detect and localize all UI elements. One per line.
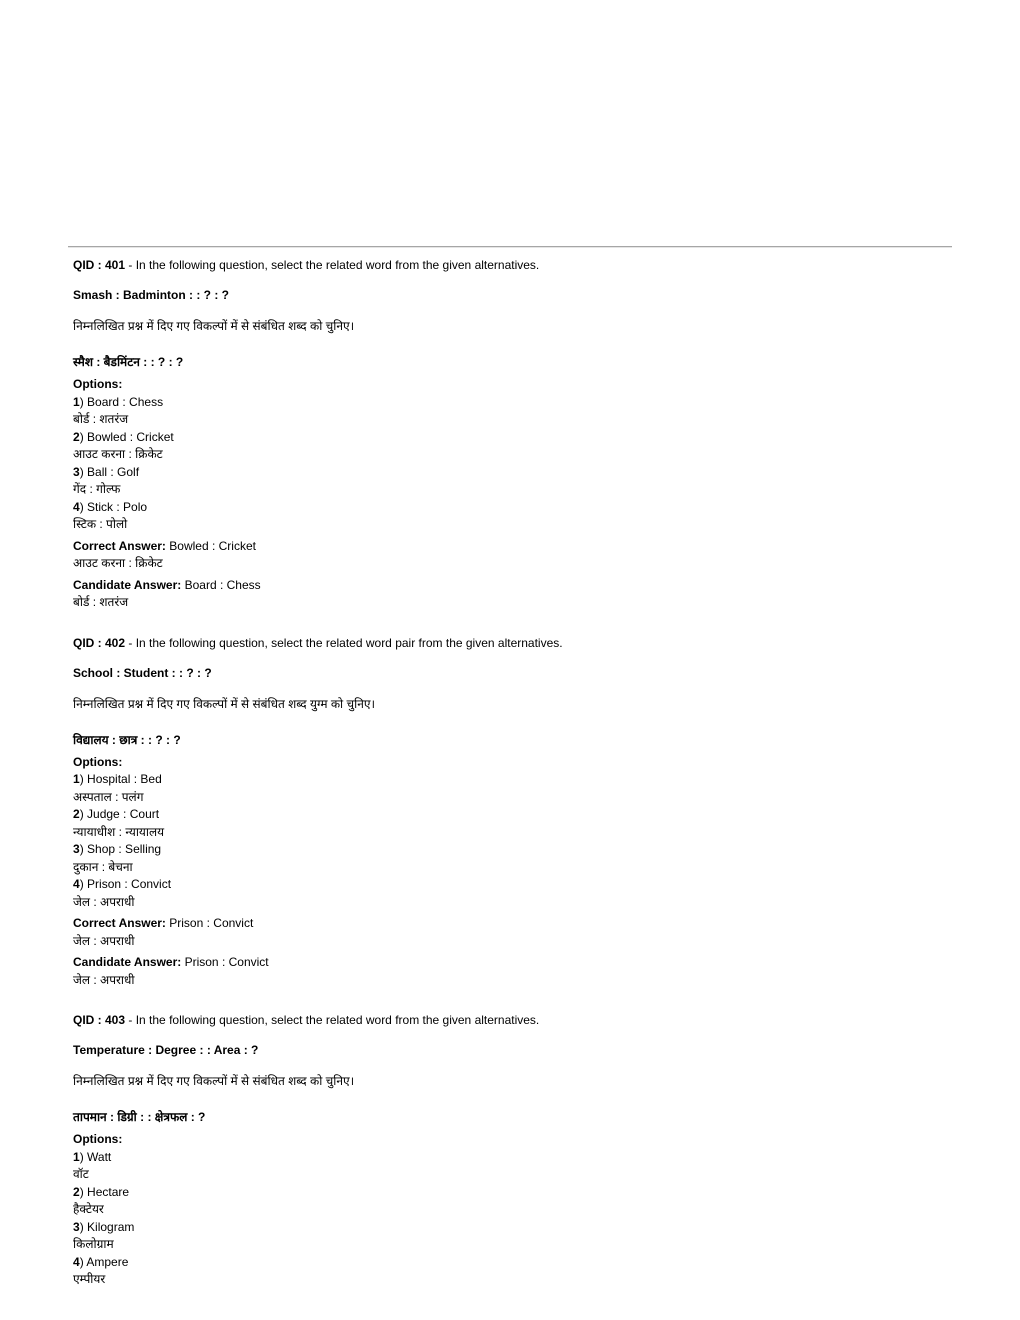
- option-line-hindi: गेंद : गोल्फ: [73, 482, 121, 496]
- correct-answer-block: [73, 915, 952, 950]
- analogy-hindi: विद्यालय : छात्र : : ? : ?: [73, 732, 181, 747]
- option-paren: ): [79, 842, 84, 856]
- option-line-hindi: बोर्ड : शतरंज: [73, 412, 129, 426]
- candidate-answer-value: Prison : Convict: [184, 955, 269, 969]
- correct-answer-label: Correct Answer:: [73, 538, 166, 553]
- instruction-hindi: निम्नलिखित प्रश्न में दिए गए विकल्पों में से संबंधित शब्द को चुनिए।: [73, 319, 355, 333]
- correct-answer-block: [73, 538, 952, 573]
- candidate-answer-label: Candidate Answer:: [73, 577, 182, 592]
- option-number: 3: [73, 1219, 80, 1234]
- option-line-english: [73, 841, 952, 859]
- option-paren: ): [79, 772, 84, 786]
- option-number: 3: [73, 842, 80, 856]
- option-number: 4: [73, 877, 80, 891]
- option-number: 1: [73, 394, 80, 409]
- correct-answer-hindi: जेल : अपराधी: [73, 933, 135, 948]
- option-paren: ): [79, 429, 84, 444]
- candidate-answer-line: [73, 577, 952, 595]
- horizontal-rule: [68, 246, 952, 247]
- option-line-hindi: आउट करना : क्रिकेट: [73, 447, 163, 461]
- question-prompt: - In the following question, select the related word from the given alternatives.: [128, 1013, 540, 1027]
- qid-label: QID : 401: [73, 258, 126, 272]
- candidate-answer-hindi: बोर्ड : शतरंज: [73, 595, 129, 609]
- option-line-english: [73, 1184, 952, 1202]
- questions-container: [73, 258, 952, 1289]
- option-text-english: Watt: [87, 1149, 112, 1164]
- option-number: 3: [73, 464, 80, 479]
- option-text-english: Board : Chess: [87, 394, 164, 409]
- option-paren: ): [79, 877, 84, 891]
- option-text-english: Kilogram: [87, 1219, 135, 1234]
- instruction-hindi: निम्नलिखित प्रश्न में दिए गए विकल्पों में से संबंधित शब्द को चुनिए।: [73, 1074, 355, 1088]
- candidate-answer-block: [73, 577, 952, 612]
- options-label: Options:: [73, 754, 123, 769]
- qid-label: QID : 403: [73, 1013, 126, 1027]
- option-paren: ): [79, 1184, 84, 1199]
- option-line-hindi: दुकान : बेचना: [73, 859, 133, 874]
- option-line-hindi: स्टिक : पोलो: [73, 517, 128, 531]
- option-line-hindi: अस्पताल : पलंग: [73, 789, 144, 804]
- option-line-english: [73, 806, 952, 824]
- option-text-english: Stick : Polo: [87, 499, 148, 514]
- correct-answer-value: Prison : Convict: [169, 916, 254, 930]
- option-line-english: [73, 1149, 952, 1167]
- question-prompt: - In the following question, select the related word pair from the given alternatives.: [128, 635, 563, 650]
- options-label: Options:: [73, 1132, 123, 1146]
- option-line-english: [73, 771, 952, 789]
- analogy-english: Smash : Badminton : : ? : ?: [73, 288, 229, 302]
- option-line-hindi: एम्पीयर: [73, 1272, 106, 1286]
- option-line-english: [73, 876, 952, 894]
- options-block: [73, 1131, 952, 1289]
- option-line-hindi: किलोग्राम: [73, 1237, 114, 1251]
- correct-answer-hindi: आउट करना : क्रिकेट: [73, 556, 163, 570]
- option-paren: ): [79, 464, 84, 479]
- correct-answer-line: [73, 538, 952, 556]
- option-line-english: [73, 1219, 952, 1237]
- question-block-403: [73, 1013, 952, 1289]
- candidate-answer-label: Candidate Answer:: [73, 955, 182, 969]
- option-line-english: [73, 429, 952, 447]
- question-header: [73, 1013, 952, 1028]
- option-number: 2: [73, 807, 80, 821]
- analogy-hindi: तापमान : डिग्री : : क्षेत्रफल : ?: [73, 1110, 206, 1124]
- option-text-english: Shop : Selling: [87, 842, 162, 856]
- option-number: 2: [73, 1184, 80, 1199]
- option-text-english: Hectare: [87, 1184, 130, 1199]
- candidate-answer-value: Board : Chess: [184, 577, 261, 592]
- option-line-hindi: वॉट: [73, 1167, 89, 1181]
- option-line-hindi: न्यायाधीश : न्यायालय: [73, 824, 165, 839]
- option-text-english: Judge : Court: [87, 807, 160, 821]
- option-text-english: Prison : Convict: [87, 877, 172, 891]
- candidate-answer-line: [73, 954, 952, 972]
- options-block: [73, 754, 952, 912]
- option-text-english: Ball : Golf: [87, 464, 140, 479]
- option-line-english: [73, 394, 952, 412]
- blank-top-margin: [0, 0, 1020, 246]
- option-paren: ): [79, 1254, 84, 1269]
- correct-answer-line: [73, 915, 952, 933]
- option-text-english: Hospital : Bed: [87, 772, 162, 786]
- option-text-english: Bowled : Cricket: [87, 429, 174, 444]
- option-line-hindi: जेल : अपराधी: [73, 894, 135, 909]
- analogy-hindi: स्मैश : बैडमिंटन : : ? : ?: [73, 355, 184, 369]
- option-paren: ): [79, 1149, 84, 1164]
- option-paren: ): [79, 394, 84, 409]
- option-number: 1: [73, 1149, 80, 1164]
- option-line-english: [73, 1254, 952, 1272]
- qid-label: QID : 402: [73, 635, 126, 650]
- question-block-401: [73, 258, 952, 612]
- correct-answer-label: Correct Answer:: [73, 916, 166, 930]
- option-number: 2: [73, 429, 80, 444]
- option-line-hindi: हैक्टेयर: [73, 1202, 104, 1216]
- question-prompt: - In the following question, select the related word from the given alternatives.: [128, 258, 540, 272]
- question-header: [73, 258, 952, 273]
- option-number: 4: [73, 499, 80, 514]
- option-paren: ): [79, 499, 84, 514]
- option-paren: ): [79, 807, 84, 821]
- option-line-english: [73, 499, 952, 517]
- option-number: 1: [73, 772, 80, 786]
- question-header: [73, 636, 952, 651]
- options-label: Options:: [73, 377, 123, 391]
- analogy-english: School : Student : : ? : ?: [73, 665, 212, 680]
- option-number: 4: [73, 1254, 80, 1269]
- analogy-english: Temperature : Degree : : Area : ?: [73, 1043, 259, 1057]
- option-paren: ): [79, 1219, 84, 1234]
- candidate-answer-block: [73, 954, 952, 989]
- question-block-402: [73, 636, 952, 990]
- instruction-hindi: निम्नलिखित प्रश्न में दिए गए विकल्पों में से संबंधित शब्द युग्म को चुनिए।: [73, 696, 376, 711]
- candidate-answer-hindi: जेल : अपराधी: [73, 972, 135, 987]
- option-text-english: Ampere: [86, 1254, 129, 1269]
- option-line-english: [73, 464, 952, 482]
- options-block: [73, 376, 952, 534]
- correct-answer-value: Bowled : Cricket: [169, 538, 256, 553]
